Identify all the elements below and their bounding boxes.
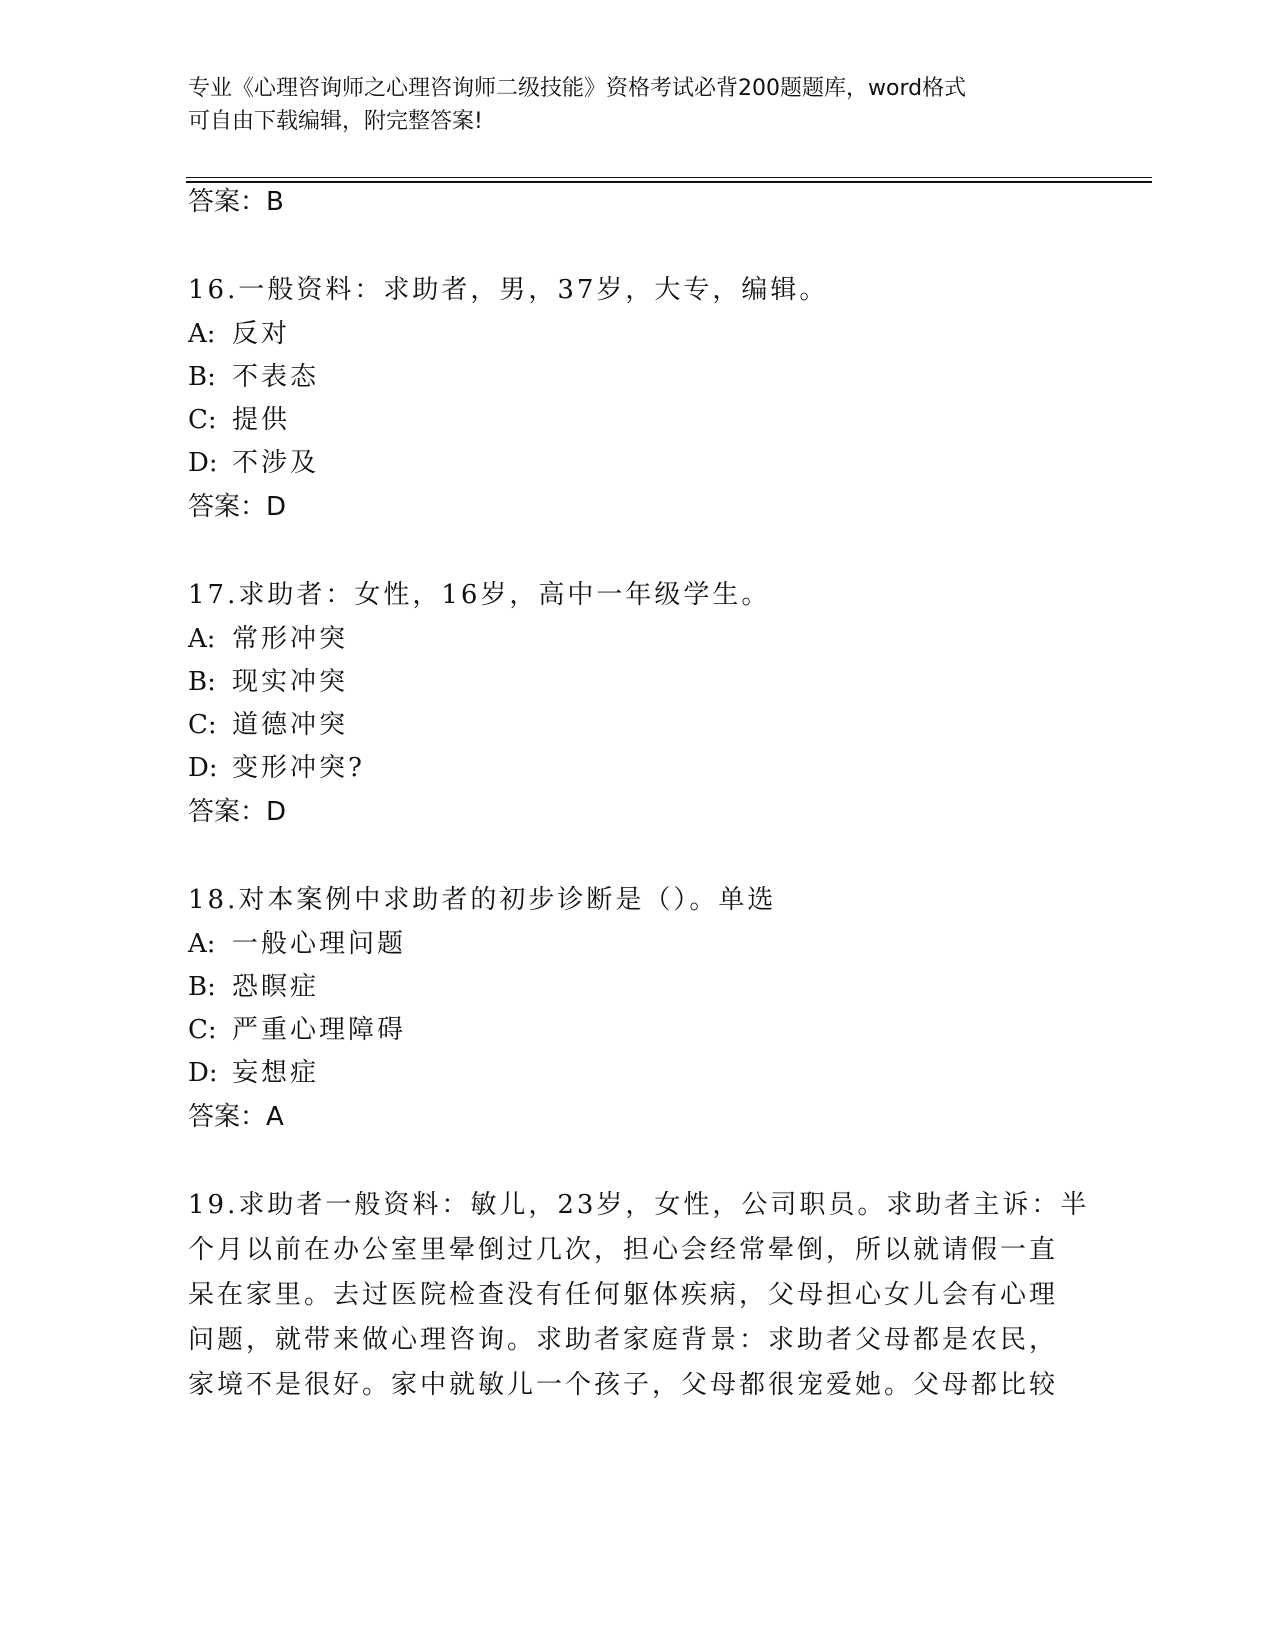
option-text: 不涉及	[232, 448, 320, 478]
question-18-option-c	[188, 1012, 406, 1048]
option-text: 恐瞑症	[232, 972, 320, 1002]
question-19-line: 问题，就带来做心理咨询。求助者家庭背景：求助者父母都是农民，	[188, 1325, 1059, 1355]
header-title-line-2: 可自由下载编辑，附完整答案!	[188, 109, 483, 134]
header-divider-thin	[186, 177, 1152, 178]
option-text: 一般心理问题	[232, 929, 407, 959]
option-text: 变形冲突?	[232, 753, 365, 783]
option-letter: C:	[188, 710, 217, 740]
question-16-option-c	[188, 402, 290, 438]
option-text: 现实冲突	[232, 667, 349, 697]
option-letter: D:	[188, 753, 218, 783]
option-letter: D:	[188, 448, 218, 478]
question-19-stem	[188, 1183, 1088, 1408]
question-17-option-a	[188, 621, 348, 657]
option-letter: D:	[188, 1058, 218, 1088]
question-18-stem: 18.对本案例中求助者的初步诊断是（）。单选	[188, 885, 777, 915]
option-text: 道德冲突	[232, 710, 349, 740]
answer-17: 答案：D	[188, 797, 287, 827]
question-19-line: 家境不是很好。家中就敏儿一个孩子，父母都很宠爱她。父母都比较	[188, 1370, 1059, 1400]
question-19-line: 呆在家里。去过医院检查没有任何躯体疾病，父母担心女儿会有心理	[188, 1280, 1059, 1310]
page-header	[188, 72, 1088, 138]
option-text: 提供	[232, 405, 291, 435]
question-17-option-d	[188, 750, 365, 786]
question-17-option-c	[188, 707, 348, 743]
question-16-option-d	[188, 445, 319, 481]
question-16-option-b	[188, 359, 319, 395]
option-letter: A:	[188, 319, 216, 349]
question-18-option-b	[188, 969, 319, 1005]
option-letter: B:	[188, 362, 216, 392]
option-letter: B:	[188, 667, 216, 697]
option-text: 严重心理障碍	[232, 1015, 407, 1045]
option-letter: C:	[188, 405, 217, 435]
option-letter: A:	[188, 624, 216, 654]
question-18-option-a	[188, 926, 406, 962]
answer-18: 答案：A	[188, 1102, 284, 1132]
option-letter: C:	[188, 1015, 217, 1045]
question-17-stem: 17.求助者：女性，16岁，高中一年级学生。	[188, 580, 771, 610]
option-text: 常形冲突	[232, 624, 349, 654]
question-18-option-d	[188, 1055, 319, 1091]
header-divider-thick	[186, 181, 1152, 183]
option-text: 反对	[232, 319, 291, 349]
question-16-stem: 16.一般资料：求助者，男，37岁，大专，编辑。	[188, 275, 829, 305]
answer-15: 答案：B	[188, 187, 284, 217]
question-16-option-a	[188, 316, 290, 352]
question-19-line: 个月以前在办公室里晕倒过几次，担心会经常晕倒，所以就请假一直	[188, 1235, 1059, 1265]
question-17-option-b	[188, 664, 348, 700]
question-19-line: 19.求助者一般资料：敏儿，23岁，女性，公司职员。求助者主诉：半	[188, 1190, 1090, 1220]
option-letter: B:	[188, 972, 216, 1002]
option-text: 妄想症	[232, 1058, 320, 1088]
option-letter: A:	[188, 929, 216, 959]
header-title-line-1: 专业《心理咨询师之心理咨询师二级技能》资格考试必背200题题库，word格式	[188, 76, 967, 101]
option-text: 不表态	[232, 362, 320, 392]
answer-16: 答案：D	[188, 492, 287, 522]
